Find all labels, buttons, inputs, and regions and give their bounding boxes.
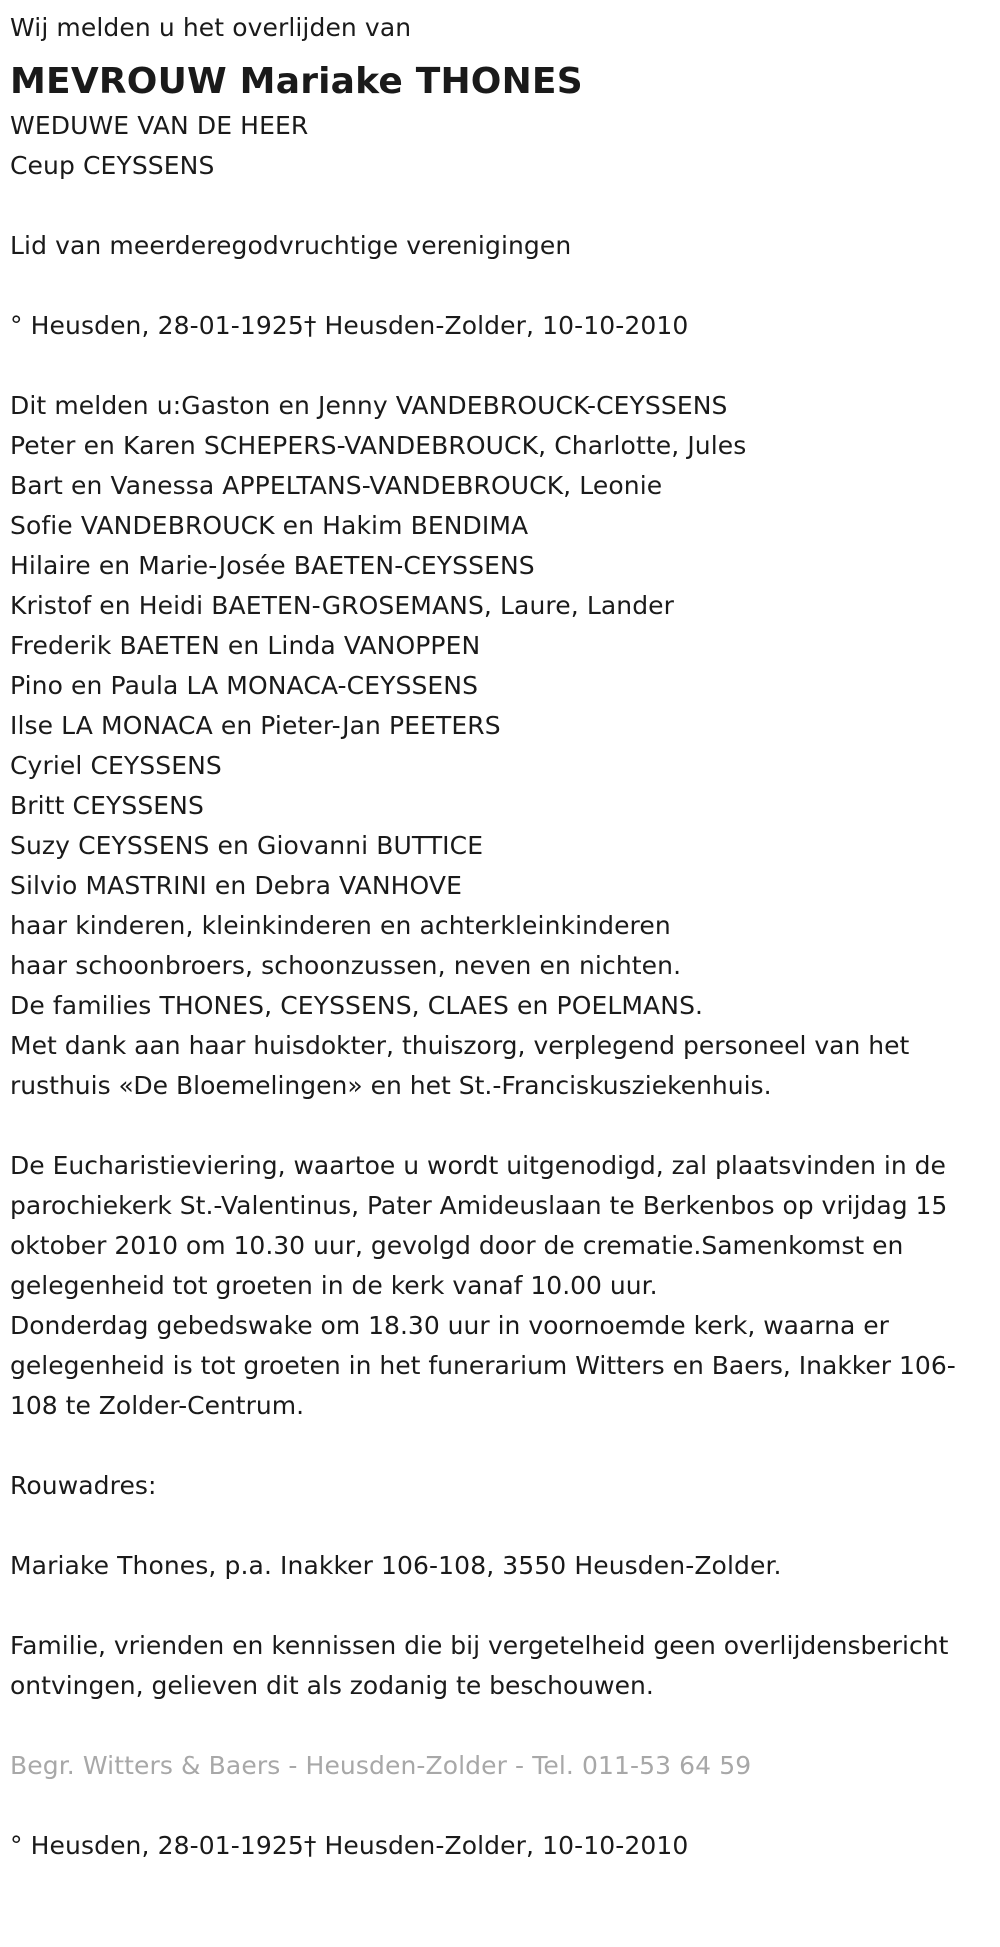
footer-birth-death-dates: ° Heusden, 28-01-1925† Heusden-Zolder, 10-10-2010 (10, 1831, 689, 1860)
spacer (10, 1106, 990, 1146)
spouse-name: Ceup CEYSSENS (10, 151, 215, 180)
family-line: Ilse LA MONACA en Pieter-Jan PEETERS (10, 711, 501, 740)
widow-line: WEDUWE VAN DE HEER (10, 111, 309, 140)
spacer (10, 346, 990, 386)
family-line: Sofie VANDEBROUCK en Hakim BENDIMA (10, 511, 529, 540)
undertaker-info: Begr. Witters & Baers - Heusden-Zolder - Tel. 011-53 64 59 (10, 1751, 752, 1780)
membership-text: Lid van meerderegodvruchtige verenigingen (10, 231, 572, 260)
spacer (10, 1506, 990, 1546)
mourning-address-label: Rouwadres: (10, 1471, 157, 1500)
intro-text: Wij melden u het overlijden van (10, 13, 412, 42)
family-line: Pino en Paula LA MONACA-CEYSSENS (10, 671, 479, 700)
family-line: Frederik BAETEN en Linda VANOPPEN (10, 631, 481, 660)
deceased-name-title: MEVROUW Mariake THONES (10, 61, 583, 102)
family-line: Hilaire en Marie-Josée BAETEN-CEYSSENS (10, 551, 535, 580)
spacer (10, 1786, 990, 1826)
family-line: Cyriel CEYSSENS (10, 751, 222, 780)
family-line: De families THONES, CEYSSENS, CLAES en POELMANS. (10, 991, 704, 1020)
family-line: haar schoonbroers, schoonzussen, neven en nichten. (10, 951, 682, 980)
birth-death-dates: ° Heusden, 28-01-1925† Heusden-Zolder, 10-10-2010 (10, 311, 689, 340)
wake-text: Donderdag gebedswake om 18.30 uur in voornoemde kerk, waarna er gelegenheid is tot groeten in het funerarium Witters en Baers, Inakker 106-108 te Zolder-Centrum. (10, 1311, 956, 1420)
family-line: Dit melden u:Gaston en Jenny VANDEBROUCK-CEYSSENS (10, 391, 728, 420)
spacer (10, 1426, 990, 1466)
notice-text: Familie, vrienden en kennissen die bij vergetelheid geen overlijdensbericht ontvingen, gelieven dit als zodanig te beschouwen. (10, 1631, 949, 1700)
spacer (10, 186, 990, 226)
eucharist-text: De Eucharistieviering, waartoe u wordt uitgenodigd, zal plaatsvinden in de parochiekerk St.-Valentinus, Pater Amideuslaan te Berkenbos op vrijdag 15 oktober 2010 om 10.30 uur, gevolgd door de crematie.Samenkomst en gelegenheid tot groeten in de kerk vanaf 10.00 uur. (10, 1151, 948, 1300)
spacer (10, 266, 990, 306)
spacer (10, 1706, 990, 1746)
family-line: Peter en Karen SCHEPERS-VANDEBROUCK, Charlotte, Jules (10, 431, 747, 460)
family-line: Britt CEYSSENS (10, 791, 204, 820)
thanks-text: Met dank aan haar huisdokter, thuiszorg, verplegend personeel van het rusthuis «De Bloemelingen» en het St.-Franciskusziekenhuis. (10, 1031, 910, 1100)
family-line: Kristof en Heidi BAETEN-GROSEMANS, Laure, Lander (10, 591, 675, 620)
spacer (10, 1586, 990, 1626)
family-line: Silvio MASTRINI en Debra VANHOVE (10, 871, 462, 900)
family-line: Suzy CEYSSENS en Giovanni BUTTICE (10, 831, 484, 860)
family-line: Bart en Vanessa APPELTANS-VANDEBROUCK, Leonie (10, 471, 663, 500)
family-line: haar kinderen, kleinkinderen en achterkleinkinderen (10, 911, 671, 940)
mourning-address: Mariake Thones, p.a. Inakker 106-108, 3550 Heusden-Zolder. (10, 1551, 782, 1580)
family-list (10, 386, 990, 1106)
